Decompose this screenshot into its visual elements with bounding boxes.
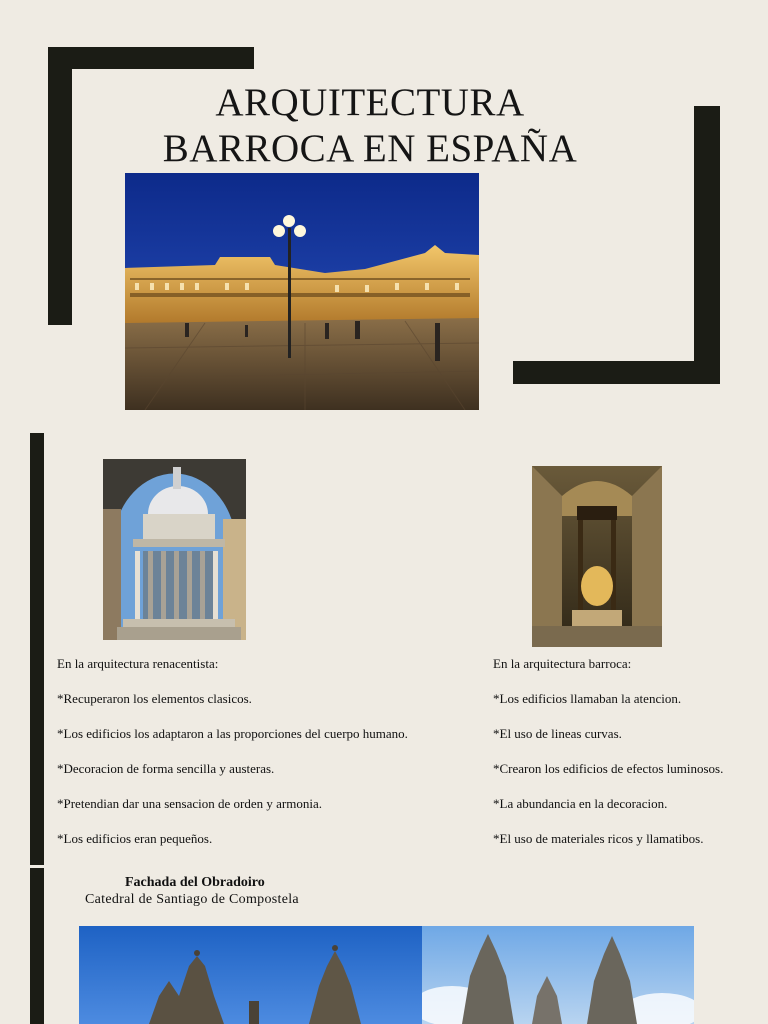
renacentista-item: *Recuperaron los elementos clasicos. bbox=[57, 691, 252, 706]
caption-subtitle: Catedral de Santiago de Compostela bbox=[85, 892, 299, 907]
page-title bbox=[120, 80, 620, 172]
barroca-item: *Los edificios llamaban la atencion. bbox=[493, 691, 682, 706]
obradoiro-photo-right bbox=[422, 926, 694, 1024]
renacentista-item: *Decoracion de forma sencilla y austeras. bbox=[57, 761, 275, 776]
frame-bar-right-vertical bbox=[694, 106, 720, 384]
barroca-column bbox=[493, 656, 723, 846]
page-title-line2: BARROCA EN ESPAÑA bbox=[162, 127, 578, 170]
renacentista-item: *Pretendian dar una sensacion de orden y armonia. bbox=[57, 796, 322, 811]
barroca-item: *La abundancia en la decoracion. bbox=[493, 796, 668, 811]
tempietto-photo bbox=[103, 459, 246, 640]
frame-bar-right-horizontal bbox=[513, 361, 720, 384]
renacentista-item: *Los edificios los adaptaron a las proporciones del cuerpo humano. bbox=[57, 726, 408, 741]
page-title-line1: ARQUITECTURA bbox=[215, 81, 525, 124]
section-divider-left bbox=[30, 433, 44, 865]
barroca-heading: En la arquitectura barroca: bbox=[493, 656, 632, 671]
barroca-item: *Crearon los edificios de efectos luminosos. bbox=[493, 761, 724, 776]
renacentista-item: *Los edificios eran pequeños. bbox=[57, 831, 213, 846]
section-divider-left-lower bbox=[30, 868, 44, 1024]
renacentista-column bbox=[57, 656, 408, 846]
barroca-item: *El uso de materiales ricos y llamatibos. bbox=[493, 831, 704, 846]
frame-bar-top-left-vertical bbox=[48, 47, 72, 325]
caption-title: Fachada del Obradoiro bbox=[125, 875, 265, 890]
baldacchino-photo bbox=[532, 466, 662, 647]
plaza-mayor-photo bbox=[125, 173, 479, 410]
obradoiro-photo-left bbox=[79, 926, 422, 1024]
renacentista-heading: En la arquitectura renacentista: bbox=[57, 656, 219, 671]
frame-bar-top-left-horizontal bbox=[48, 47, 254, 69]
barroca-item: *El uso de lineas curvas. bbox=[493, 726, 622, 741]
